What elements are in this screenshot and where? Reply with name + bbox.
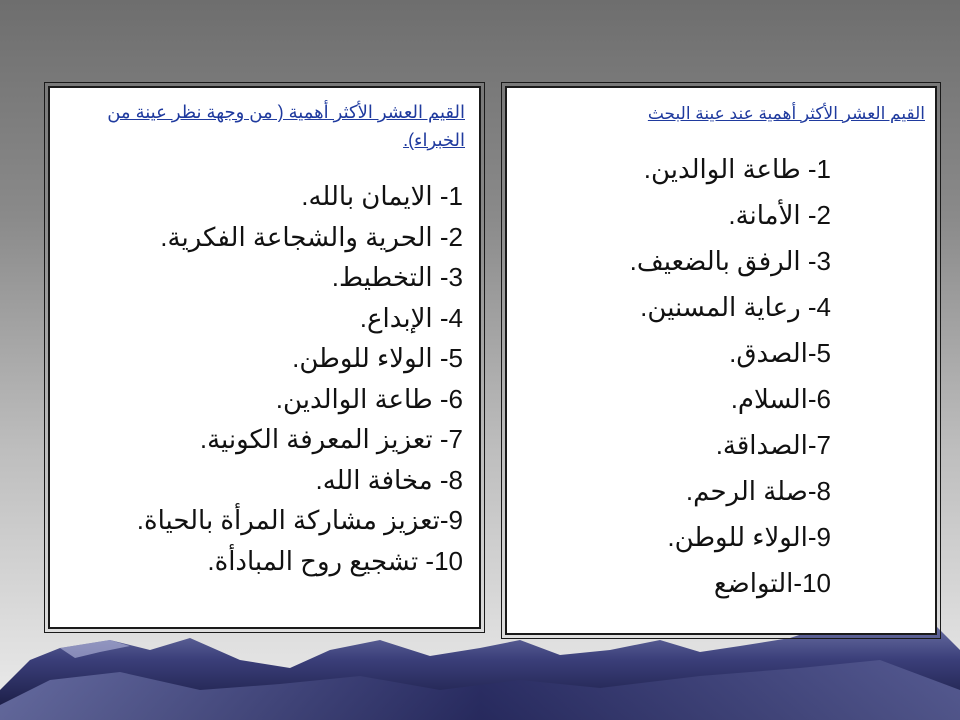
list-item: 8- مخافة الله.	[315, 464, 463, 495]
list-item: 5-الصدق.	[729, 338, 831, 368]
list-item: 1- طاعة الوالدين.	[643, 154, 831, 184]
list-item: 1- الايمان بالله.	[301, 181, 463, 211]
list-item: 4- الإبداع.	[359, 302, 463, 333]
list-item: 2- الحرية والشجاعة الفكرية.	[160, 221, 463, 252]
list-item: 7-الصداقة.	[715, 430, 831, 460]
list-item: 9-الولاء للوطن.	[667, 522, 831, 552]
list-item: 8-صلة الرحم.	[685, 476, 831, 506]
list-item: 3- الرفق بالضعيف.	[629, 246, 831, 276]
expert-values-panel	[48, 86, 481, 629]
sample-values-list	[630, 146, 831, 606]
list-item: 2- الأمانة.	[728, 200, 831, 230]
sample-values-title[interactable]: القيم العشر الأكثر أهمية عند عينة البحث	[647, 104, 925, 123]
list-item: 6- طاعة الوالدين.	[275, 383, 463, 414]
expert-values-title[interactable]: القيم العشر الأكثر أهمية ( من وجهة نظر عينة من الخبراء).	[107, 102, 465, 150]
list-item: 10-التواضع	[713, 568, 831, 598]
list-item: 7- تعزيز المعرفة الكونية.	[199, 424, 463, 454]
list-item: 5- الولاء للوطن.	[292, 343, 463, 373]
sample-values-panel	[505, 86, 937, 635]
list-item: 10- تشجيع روح المبادأة.	[207, 545, 463, 576]
list-item: 4- رعاية المسنين.	[640, 292, 831, 322]
list-item: 3- التخطيط.	[331, 262, 463, 292]
expert-values-list	[137, 176, 463, 581]
list-item: 6-السلام.	[730, 384, 831, 414]
list-item: 9-تعزيز مشاركة المرأة بالحياة.	[136, 505, 463, 535]
